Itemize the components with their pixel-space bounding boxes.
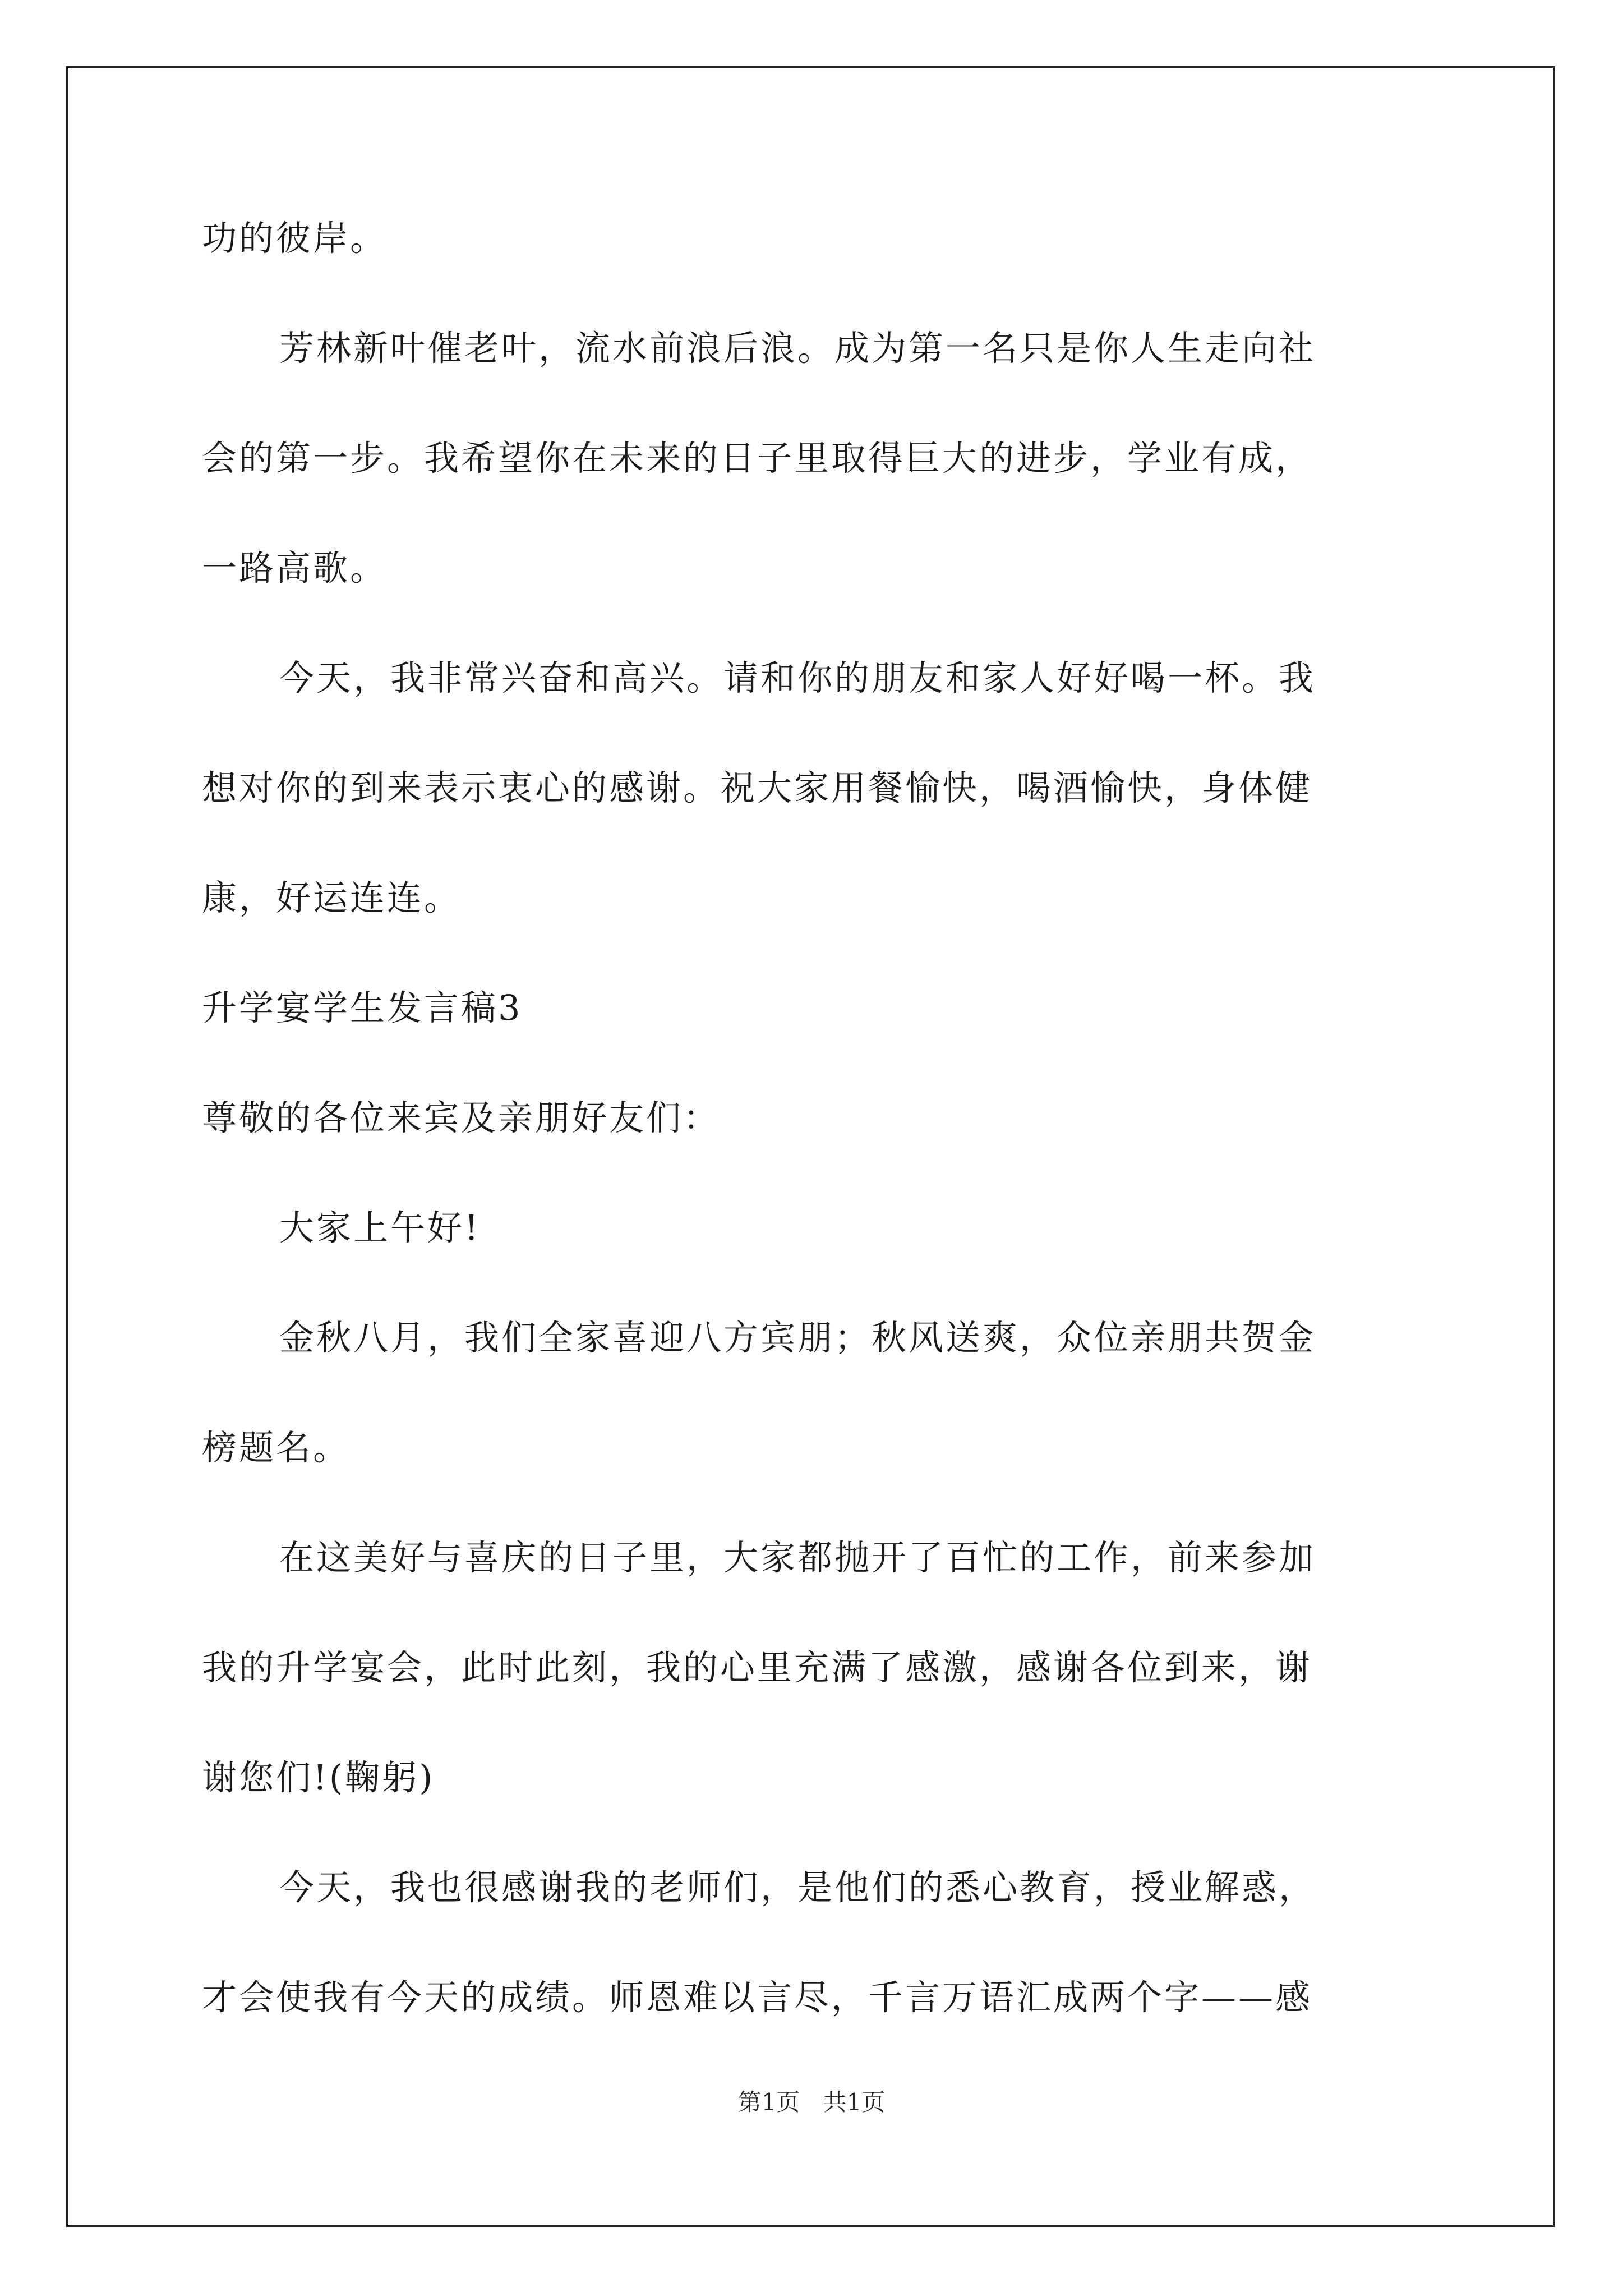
page-number-current: 第1页	[737, 2088, 800, 2116]
text-line: 在这美好与喜庆的日子里，大家都抛开了百忙的工作，前来参加	[279, 1537, 1316, 1578]
text-line: 康，好运连连。	[202, 877, 462, 918]
text-line: 芳林新叶催老叶，流水前浪后浪。成为第一名只是你人生走向社	[279, 328, 1316, 369]
text-line: 功的彼岸。	[202, 218, 388, 259]
text-line: 榜题名。	[202, 1427, 351, 1468]
page-number-total: 共1页	[823, 2088, 886, 2116]
text-line: 谢您们!(鞠躬)	[202, 1757, 435, 1798]
page-footer	[0, 2086, 1623, 2119]
section-heading: 升学宴学生发言稿3	[202, 987, 523, 1028]
text-line: 我的升学宴会，此时此刻，我的心里充满了感激，感谢各位到来，谢	[202, 1647, 1313, 1688]
salutation: 尊敬的各位来宾及亲朋好友们：	[202, 1097, 721, 1138]
text-line: 才会使我有今天的成绩。师恩难以言尽，千言万语汇成两个字——感	[202, 1977, 1313, 2018]
text-line: 一路高歌。	[202, 547, 388, 588]
text-line: 金秋八月，我们全家喜迎八方宾朋；秋风送爽，众位亲朋共贺金	[279, 1317, 1316, 1358]
text-line: 今天，我也很感谢我的老师们，是他们的悉心教育，授业解惑，	[279, 1867, 1316, 1908]
text-line: 会的第一步。我希望你在未来的日子里取得巨大的进步，学业有成，	[202, 438, 1313, 478]
text-line: 想对你的到来表示衷心的感谢。祝大家用餐愉快，喝酒愉快，身体健	[202, 767, 1313, 808]
greeting: 大家上午好!	[279, 1207, 481, 1248]
text-line: 今天，我非常兴奋和高兴。请和你的朋友和家人好好喝一杯。我	[279, 657, 1316, 698]
document-body	[202, 202, 1436, 2071]
